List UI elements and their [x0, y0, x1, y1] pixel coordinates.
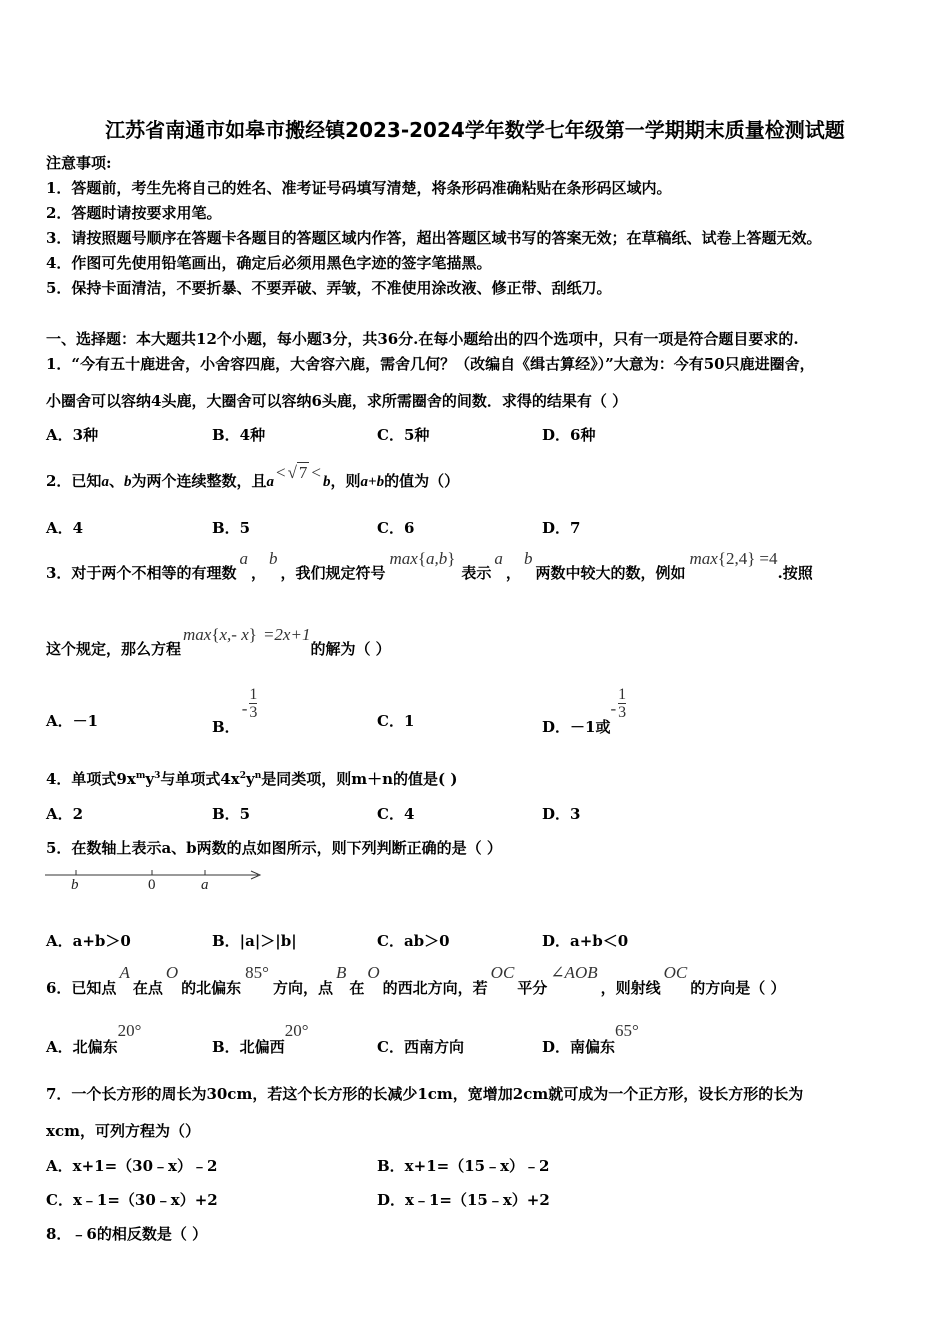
q3-p3: 表示: [461, 564, 492, 582]
q1-line2: 小圈舍可以容纳4头鹿，大圈舍可以容纳6头鹿，求所需圈舍的间数．求得的结果有（ ）: [46, 392, 628, 410]
label-b: b: [71, 877, 79, 893]
q6-option-d-deg: 65°: [615, 1021, 639, 1040]
q3-var-b: b: [268, 549, 278, 568]
q3-comma: ，: [250, 564, 266, 582]
q5-option-b: B．|a|＞|b|: [212, 932, 297, 950]
q3-args-x: x,- x: [219, 625, 249, 644]
q2-option-c: C．6: [377, 519, 415, 537]
q4-c: 与单项式4x: [160, 770, 240, 788]
note-item: 4．作图可先使用铅笔画出，确定后必须用黑色字迹的签字笔描黑。: [46, 254, 492, 272]
q6-option-a-deg: 20°: [117, 1021, 142, 1040]
sqrt-symbol: √ 7: [287, 463, 308, 482]
q4-stem: [46, 768, 457, 789]
q6-option-a: [46, 1020, 141, 1054]
q8-stem: 8．﹣6的相反数是（ ）: [46, 1225, 208, 1243]
q4-option-d: D．3: [542, 805, 581, 823]
q2-var-a: a: [101, 474, 109, 490]
q2-var-b2: b: [323, 474, 331, 490]
q2-var-b: b: [123, 474, 132, 490]
q3-frac-num: 1: [249, 686, 258, 703]
q6-OC: OC: [490, 963, 515, 982]
q3-option-b-label: B．: [212, 717, 240, 736]
q6-deg85: 85°: [245, 963, 269, 982]
q7-option-b: B．x+1=（15﹣x）﹣2: [377, 1157, 550, 1175]
q4-d: y: [246, 770, 255, 788]
q6-option-b-deg: 20°: [284, 1021, 309, 1040]
q6-B: B: [335, 963, 347, 982]
q4-sup-3: 3: [154, 771, 161, 781]
q3-option-c: C．1: [377, 712, 415, 730]
q3-rhs: =2x+1: [262, 625, 311, 644]
q3-comma2: ，: [505, 564, 521, 582]
q2-suffix: ，则: [330, 472, 361, 490]
q3-frac-num2: 1: [618, 686, 627, 703]
q2-sum: a+b: [360, 474, 385, 490]
q3-option-d-label: D．－1或: [542, 717, 611, 736]
q3-var-b2: b: [523, 549, 533, 568]
q3-var-a: a: [239, 549, 248, 568]
label-a: a: [201, 877, 209, 893]
q3-max3: max: [183, 625, 212, 644]
q6-p9: 的方向是（ ）: [690, 979, 786, 997]
page-title: 江苏省南通市如皋市搬经镇2023-2024学年数学七年级第一学期期末质量检测试题: [105, 118, 845, 142]
q5-stem: 5．在数轴上表示a、b两数的点如图所示，则下列判断正确的是（ ）: [46, 839, 502, 857]
q4-b: y: [145, 770, 155, 788]
note-item: 5．保持卡面清洁，不要折暴、不要弄破、弄皱，不准使用涂改液、修正带、刮纸刀。: [46, 279, 612, 297]
q6-p7: 平分: [517, 979, 548, 997]
q4-sup-2: 2: [239, 771, 246, 781]
q3-minus: -: [241, 698, 248, 718]
q2-option-b: B．5: [212, 519, 251, 537]
note-item: 2．答题时请按要求用笔。: [46, 204, 222, 222]
q5-option-c: C．ab＞0: [377, 932, 450, 950]
q2-lt: <: [275, 463, 286, 482]
q6-p8: ，则射线: [600, 979, 661, 997]
q3-minus2: -: [610, 698, 617, 718]
q5-option-a: A．a+b＞0: [46, 932, 131, 950]
q2-var-a2: a: [266, 474, 274, 490]
label-0: 0: [148, 877, 156, 893]
note-item: 1．答题前，考生先将自己的姓名、准考证号码填写清楚，将条形码准确粘贴在条形码区域内。: [46, 179, 672, 197]
q3-p2: ，我们规定符号: [280, 564, 386, 582]
q4-sup-m: m: [135, 771, 146, 781]
q7-line2: xcm，可列方程为（）: [46, 1122, 200, 1140]
q3-eq4: =4: [759, 549, 778, 568]
q1-option-b: B．4种: [212, 426, 266, 444]
q2-root: 7: [298, 463, 308, 482]
q6-A: A: [119, 963, 130, 982]
q3-frac-den: 3: [249, 704, 258, 721]
q7-option-a: A．x+1=（30﹣x）﹣2: [46, 1157, 218, 1175]
q6-O: O: [165, 963, 179, 982]
q3-max: max: [389, 549, 418, 568]
q2-end: 的值为（）: [384, 472, 460, 490]
q6-p3: 的北偏东: [181, 979, 242, 997]
q6-p5: 在: [349, 979, 365, 997]
q1-option-a: A．3种: [46, 426, 99, 444]
q3-frac-den2: 3: [618, 704, 627, 721]
q6-option-a-label: A．北偏东: [46, 1038, 118, 1056]
q1-option-d: D．6种: [542, 426, 596, 444]
q6-option-c: C．西南方向: [377, 1038, 464, 1056]
q2-lt2: <: [311, 463, 321, 482]
q6-option-b-label: B．北偏西: [212, 1038, 285, 1056]
q1-line1: 1．“今有五十鹿进舍，小舍容四鹿，大舍容六鹿，需舍几何？（改编自《缉古算经》）”大意为：今有50只鹿进圈舍，: [46, 355, 815, 373]
q5-option-d: D．a+b＜0: [542, 932, 629, 950]
q6-option-d: [542, 1020, 639, 1054]
q6-p2: 在点: [132, 979, 163, 997]
q6-p1: 6．已知点: [46, 979, 117, 997]
q6-option-b: [212, 1020, 309, 1054]
q6-OC2: OC: [663, 963, 688, 982]
q2-sep: 、: [108, 472, 124, 490]
q7-option-d: D．x﹣1=（15﹣x）+2: [377, 1191, 550, 1209]
q2-mid: 为两个连续整数，且: [131, 472, 267, 490]
q1-option-c: C．5种: [377, 426, 430, 444]
q3-option-d: [542, 686, 627, 736]
q3-args-24: 2,4: [725, 549, 748, 568]
q6-p4: 方向，点: [272, 979, 333, 997]
q4-option-c: C．4: [377, 805, 415, 823]
q6-O2: O: [367, 963, 380, 982]
q3-line2a: 这个规定，那么方程: [46, 640, 182, 658]
q6-option-d-label: D．南偏东: [542, 1038, 616, 1056]
q3-option-b: [212, 686, 258, 736]
notes-heading: 注意事项:: [46, 154, 112, 172]
q6-AOB: ∠AOB: [550, 963, 598, 982]
q3-p5: .按照: [777, 564, 813, 582]
q3-option-a: A．－1: [46, 712, 99, 730]
note-item: 3．请按照题号顺序在答题卡各题目的答题区域内作答，超出答题区域书写的答案无效；在草稿纸、试卷上答题无效。: [46, 229, 822, 247]
q2-option-d: D．7: [542, 519, 581, 537]
q4-sup-n: n: [254, 771, 262, 781]
q7-option-c: C．x﹣1=（30﹣x）+2: [46, 1191, 218, 1209]
q7-line1: 7．一个长方形的周长为30cm，若这个长方形的长减少1cm，宽增加2cm就可成为一个正方形，设长方形的长为: [46, 1085, 804, 1103]
q2-prefix: 2．已知: [46, 472, 102, 490]
q3-line1: 3．对于两个不相等的有理数a，b，我们规定符号max{a,b}表示a，b两数中较大的数，例如max{2,4} =4.按照: [46, 549, 813, 582]
q6-p6: 的西北方向，若: [382, 979, 488, 997]
q4-a: 4．单项式9x: [46, 770, 136, 788]
q3-line2b: 的解为（ ）: [310, 640, 391, 658]
q2-option-a: A．4: [46, 519, 84, 537]
q3-p4: 两数中较大的数，例如: [535, 564, 686, 582]
q4-option-b: B．5: [212, 805, 251, 823]
q3-max2: max: [689, 549, 718, 568]
q3-line2: 这个规定，那么方程max{x,- x} =2x+1的解为（ ）: [46, 625, 391, 658]
q3-p1: 3．对于两个不相等的有理数: [46, 564, 237, 582]
q3-args-ab: a,b: [425, 549, 448, 568]
q4-e: 是同类项，则m＋n的值是( ): [261, 770, 458, 788]
section-heading: 一、选择题：本大题共12个小题，每小题3分，共36分.在每小题给出的四个选项中，只有一项是符合题目要求的.: [46, 330, 799, 348]
q4-option-a: A．2: [46, 805, 84, 823]
q3-var-a2: a: [494, 549, 503, 568]
q6-stem: [46, 962, 785, 996]
q2-stem: [46, 462, 459, 492]
